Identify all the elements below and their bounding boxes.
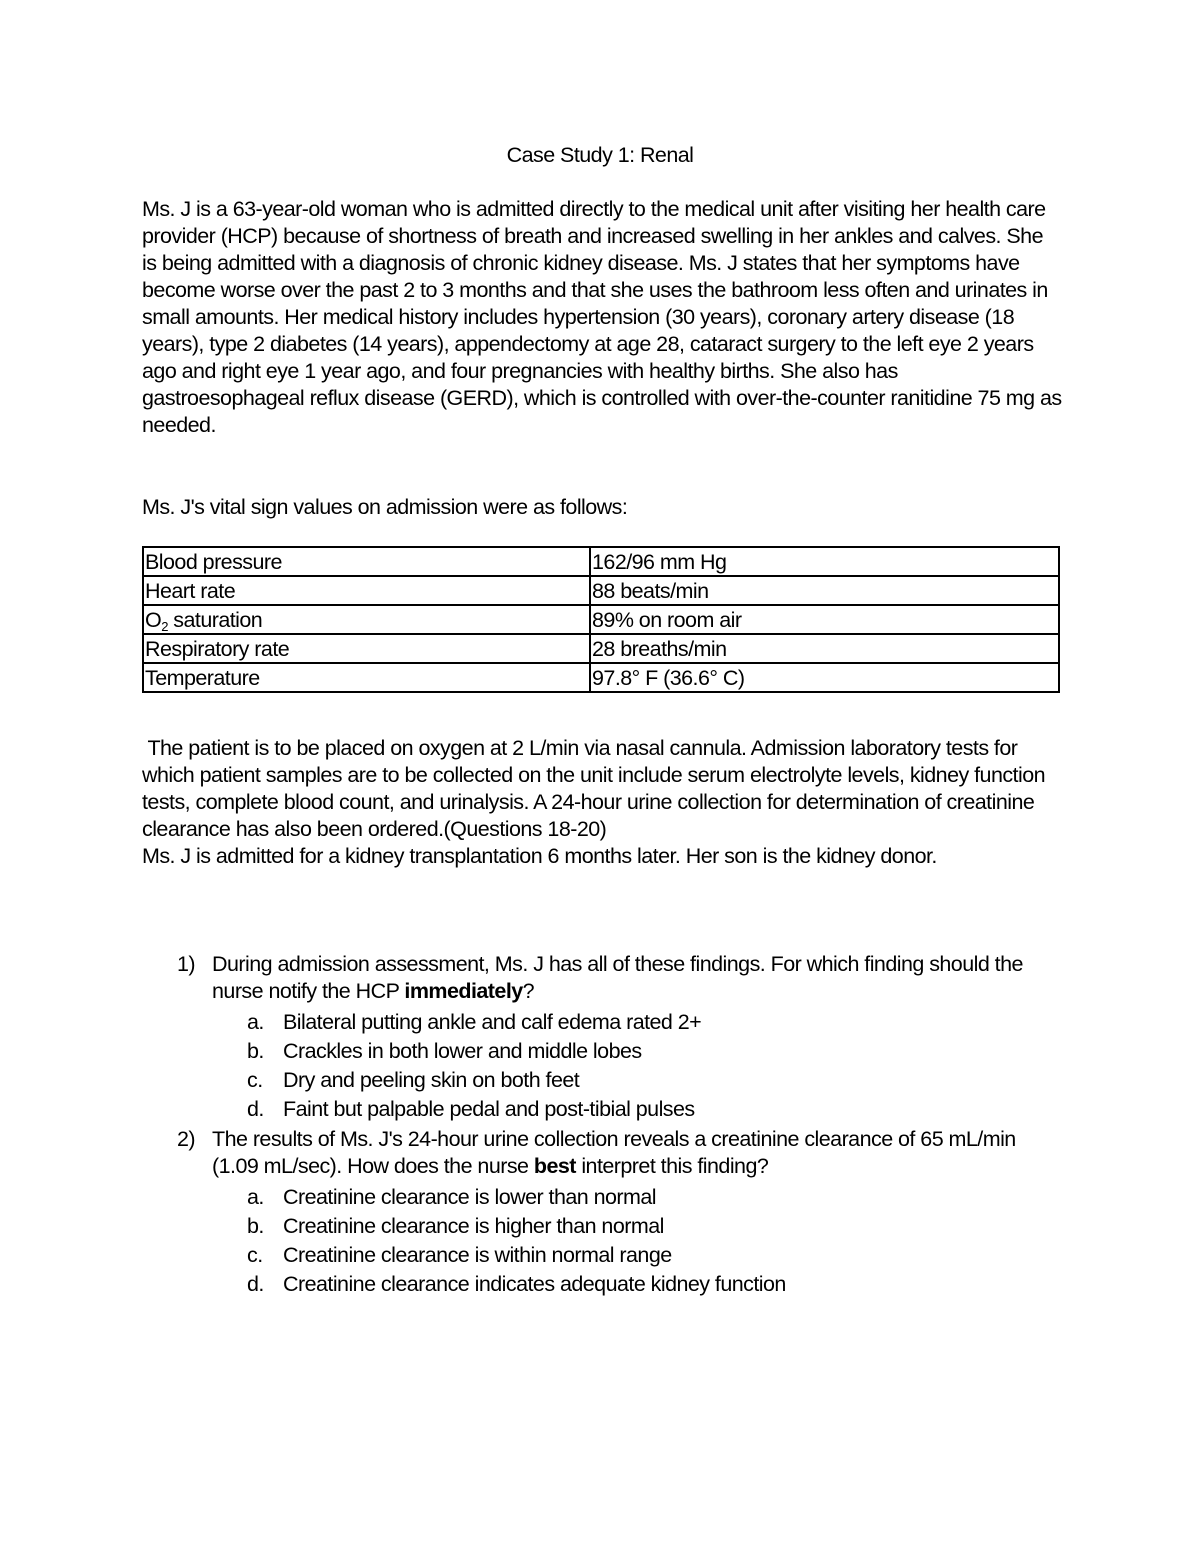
o2-label <box>143 605 590 634</box>
hr-value: 88 beats/min <box>590 576 1059 605</box>
temp-label: Temperature <box>143 663 590 692</box>
page-title: Case Study 1: Renal <box>506 143 694 167</box>
option-text: Creatinine clearance indicates adequate kidney function <box>283 1272 786 1296</box>
o2-value: 89% on room air <box>590 605 1059 634</box>
rr-value: 28 breaths/min <box>590 634 1059 663</box>
option-letter: c. <box>247 1068 263 1092</box>
option-text: Creatinine clearance is within normal range <box>283 1243 672 1267</box>
option-letter: b. <box>247 1039 264 1063</box>
list-item <box>142 1271 1062 1300</box>
question-1-text <box>212 951 1057 1005</box>
list-item <box>142 1009 1062 1038</box>
question-1-number: 1) <box>177 952 196 976</box>
question-1-emphasis: immediately <box>404 979 523 1003</box>
temp-value: 97.8° F (36.6° C) <box>590 663 1059 692</box>
table-row <box>143 547 1059 576</box>
question-2-text-end: interpret this finding? <box>575 1154 769 1178</box>
option-text: Bilateral putting ankle and calf edema rated 2+ <box>283 1010 702 1034</box>
question-2-text <box>212 1126 1057 1180</box>
list-item <box>142 1038 1062 1067</box>
option-letter: a. <box>247 1010 264 1034</box>
option-letter: d. <box>247 1272 264 1296</box>
list-item <box>142 1096 1062 1125</box>
option-letter: d. <box>247 1097 264 1121</box>
option-text: Creatinine clearance is lower than normal <box>283 1185 657 1209</box>
o2-label-suffix: saturation <box>167 607 263 632</box>
question-1-options <box>142 1009 1062 1125</box>
option-letter: b. <box>247 1214 264 1238</box>
question-2-number: 2) <box>177 1127 196 1151</box>
table-row <box>143 576 1059 605</box>
bp-value: 162/96 mm Hg <box>590 547 1059 576</box>
rr-label: Respiratory rate <box>143 634 590 663</box>
option-letter: c. <box>247 1243 263 1267</box>
transplant-paragraph: Ms. J is admitted for a kidney transplantation 6 months later. Her son is the kidney donor. <box>142 844 937 868</box>
option-letter: a. <box>247 1185 264 1209</box>
bp-label: Blood pressure <box>143 547 590 576</box>
table-row <box>143 634 1059 663</box>
list-item <box>142 1184 1062 1213</box>
hr-label: Heart rate <box>143 576 590 605</box>
plan-paragraph: The patient is to be placed on oxygen at 2 L/min via nasal cannula. Admission laboratory tests for which patient samples are to be collected on the unit include serum electrolyte levels, kidney function tests, complete blood count, and urinalysis. A 24-hour urine collection for determination of creatinine clearance has also been ordered.(Questions 18-20) <box>142 736 1051 841</box>
intro-paragraph: Ms. J is a 63-year-old woman who is admitted directly to the medical unit after visiting her health care provider (HCP) because of shortness of breath and increased swelling in her ankles and calves. She is being admitted with a diagnosis of chronic kidney disease. Ms. J states that her symptoms have become worse over the past 2 to 3 months and that she uses the bathroom less often and urinates in small amounts. Her medical history includes hypertension (30 years), coronary artery disease (18 years), type 2 diabetes (14 years), appendectomy at age 28, cataract surgery to the left eye 2 years ago and right eye 1 year ago, and four pregnancies with healthy births. She also has gastroesophageal reflux disease (GERD), which is controlled with over-the-counter ranitidine 75 mg as needed. <box>142 197 1062 437</box>
question-2-options <box>142 1184 1062 1300</box>
vitals-intro: Ms. J's vital sign values on admission were as follows: <box>142 495 628 519</box>
table-row <box>143 663 1059 692</box>
option-text: Creatinine clearance is higher than normal <box>283 1214 664 1238</box>
option-text: Crackles in both lower and middle lobes <box>283 1039 642 1063</box>
option-text: Faint but palpable pedal and post-tibial pulses <box>283 1097 695 1121</box>
list-item <box>142 1242 1062 1271</box>
vital-signs-table <box>142 546 1060 693</box>
list-item <box>142 1067 1062 1096</box>
plan-block <box>142 735 1062 870</box>
question-2-emphasis: best <box>533 1154 576 1178</box>
list-item <box>142 1213 1062 1242</box>
o2-label-prefix: O <box>145 607 162 632</box>
question-1-text-end: ? <box>522 979 535 1003</box>
option-text: Dry and peeling skin on both feet <box>283 1068 580 1092</box>
table-row <box>143 605 1059 634</box>
question-1-text-start: During admission assessment, Ms. J has all of these findings. For which finding should the nurse notify the HCP <box>212 952 1023 1003</box>
question-2-text-start: The results of Ms. J's 24-hour urine collection reveals a creatinine clearance of 65 mL/min (1.09 mL/sec). How does the nurse <box>212 1127 1016 1178</box>
o2-label-subscript: 2 <box>161 618 168 634</box>
